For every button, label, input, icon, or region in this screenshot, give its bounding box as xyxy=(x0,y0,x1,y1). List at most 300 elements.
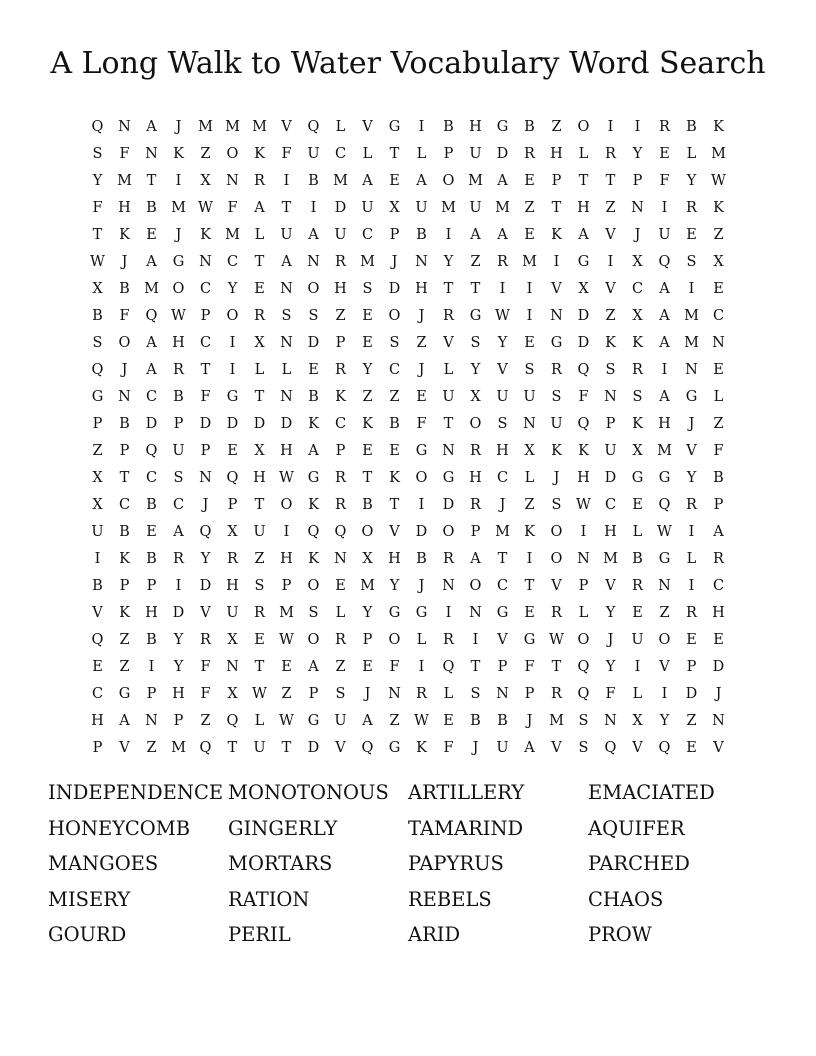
grid-letter[interactable]: Y xyxy=(92,173,103,189)
grid-letter[interactable]: V xyxy=(686,443,697,459)
grid-letter[interactable]: M xyxy=(522,254,537,270)
grid-letter[interactable]: G xyxy=(496,605,509,621)
grid-letter[interactable]: G xyxy=(307,713,320,729)
grid-letter[interactable]: G xyxy=(91,389,104,405)
grid-letter[interactable]: L xyxy=(524,470,535,486)
grid-letter[interactable]: J xyxy=(202,497,209,513)
grid-letter[interactable]: C xyxy=(91,686,104,702)
grid-letter[interactable]: N xyxy=(712,335,725,351)
grid-letter[interactable]: Q xyxy=(658,740,671,756)
grid-letter[interactable]: F xyxy=(443,740,454,756)
grid-letter[interactable]: C xyxy=(388,362,401,378)
grid-letter[interactable]: M xyxy=(603,551,618,567)
grid-letter[interactable]: W xyxy=(90,254,105,270)
grid-letter[interactable]: R xyxy=(632,362,643,378)
grid-letter[interactable]: X xyxy=(632,443,643,459)
grid-letter[interactable]: T xyxy=(551,659,562,675)
grid-letter[interactable]: V xyxy=(605,227,616,243)
grid-letter[interactable]: K xyxy=(335,389,346,405)
grid-letter[interactable]: B xyxy=(92,308,103,324)
grid-letter[interactable]: E xyxy=(632,497,643,513)
grid-letter[interactable]: S xyxy=(308,308,319,324)
grid-letter[interactable]: E xyxy=(227,443,238,459)
grid-letter[interactable]: J xyxy=(175,119,182,135)
grid-letter[interactable]: K xyxy=(308,497,319,513)
grid-letter[interactable]: A xyxy=(146,335,157,351)
grid-letter[interactable]: N xyxy=(550,308,563,324)
grid-letter[interactable]: V xyxy=(713,740,724,756)
grid-letter[interactable]: I xyxy=(499,281,506,297)
grid-letter[interactable]: F xyxy=(281,146,292,162)
grid-letter[interactable]: S xyxy=(281,308,292,324)
grid-letter[interactable]: R xyxy=(659,119,670,135)
grid-letter[interactable]: E xyxy=(362,443,373,459)
grid-letter[interactable]: Z xyxy=(416,335,427,351)
grid-letter[interactable]: L xyxy=(713,389,724,405)
grid-letter[interactable]: Q xyxy=(307,119,320,135)
grid-letter[interactable]: I xyxy=(526,281,533,297)
grid-letter[interactable]: B xyxy=(308,389,319,405)
grid-letter[interactable]: X xyxy=(92,281,103,297)
grid-letter[interactable]: S xyxy=(470,335,481,351)
grid-letter[interactable]: W xyxy=(711,173,726,189)
grid-letter[interactable]: X xyxy=(254,443,265,459)
grid-letter[interactable]: S xyxy=(362,281,373,297)
grid-letter[interactable]: C xyxy=(334,416,347,432)
grid-letter[interactable]: G xyxy=(496,119,509,135)
grid-letter[interactable]: I xyxy=(310,200,317,216)
grid-letter[interactable]: N xyxy=(145,713,158,729)
grid-letter[interactable]: K xyxy=(200,227,211,243)
grid-letter[interactable]: O xyxy=(550,524,563,540)
grid-letter[interactable]: U xyxy=(253,524,266,540)
grid-letter[interactable]: X xyxy=(227,686,238,702)
grid-letter[interactable]: J xyxy=(175,227,182,243)
grid-letter[interactable]: O xyxy=(172,281,185,297)
grid-letter[interactable]: M xyxy=(711,146,726,162)
grid-letter[interactable]: B xyxy=(146,497,157,513)
grid-letter[interactable]: V xyxy=(551,740,562,756)
grid-letter[interactable]: Z xyxy=(92,443,103,459)
grid-letter[interactable]: Y xyxy=(227,281,238,297)
grid-letter[interactable]: D xyxy=(388,281,401,297)
grid-letter[interactable]: E xyxy=(524,335,535,351)
grid-letter[interactable]: X xyxy=(470,389,481,405)
grid-letter[interactable]: N xyxy=(145,146,158,162)
grid-letter[interactable]: K xyxy=(524,524,535,540)
grid-letter[interactable]: R xyxy=(254,173,265,189)
grid-letter[interactable]: S xyxy=(92,335,103,351)
grid-letter[interactable]: R xyxy=(443,551,454,567)
grid-letter[interactable]: P xyxy=(713,497,724,513)
grid-letter[interactable]: O xyxy=(307,281,320,297)
grid-letter[interactable]: E xyxy=(713,281,724,297)
grid-letter[interactable]: B xyxy=(119,281,130,297)
grid-letter[interactable]: J xyxy=(634,227,641,243)
grid-letter[interactable]: G xyxy=(226,389,239,405)
grid-letter[interactable]: R xyxy=(254,308,265,324)
grid-letter[interactable]: Z xyxy=(551,119,562,135)
grid-letter[interactable]: T xyxy=(524,578,535,594)
grid-letter[interactable]: A xyxy=(146,119,157,135)
grid-letter[interactable]: E xyxy=(524,227,535,243)
grid-letter[interactable]: G xyxy=(631,470,644,486)
grid-letter[interactable]: R xyxy=(551,605,562,621)
grid-letter[interactable]: P xyxy=(281,578,292,594)
grid-letter[interactable]: R xyxy=(632,578,643,594)
grid-letter[interactable]: S xyxy=(632,389,643,405)
grid-letter[interactable]: K xyxy=(632,416,643,432)
grid-letter[interactable]: R xyxy=(470,497,481,513)
grid-letter[interactable]: B xyxy=(443,119,454,135)
grid-letter[interactable]: F xyxy=(119,146,130,162)
grid-letter[interactable]: I xyxy=(688,281,695,297)
grid-letter[interactable]: U xyxy=(334,227,347,243)
grid-letter[interactable]: Q xyxy=(658,254,671,270)
grid-letter[interactable]: L xyxy=(362,146,373,162)
grid-letter[interactable]: P xyxy=(308,686,319,702)
grid-letter[interactable]: I xyxy=(661,686,668,702)
grid-letter[interactable]: U xyxy=(334,713,347,729)
grid-letter[interactable]: A xyxy=(308,227,319,243)
grid-letter[interactable]: B xyxy=(146,632,157,648)
grid-letter[interactable]: N xyxy=(226,173,239,189)
grid-letter[interactable]: Z xyxy=(200,146,211,162)
grid-letter[interactable]: W xyxy=(279,470,294,486)
grid-letter[interactable]: N xyxy=(388,686,401,702)
grid-letter[interactable]: T xyxy=(254,254,265,270)
grid-letter[interactable]: S xyxy=(92,146,103,162)
grid-letter[interactable]: M xyxy=(144,281,159,297)
grid-letter[interactable]: K xyxy=(119,551,130,567)
grid-letter[interactable]: I xyxy=(688,524,695,540)
grid-letter[interactable]: P xyxy=(578,578,589,594)
grid-letter[interactable]: D xyxy=(496,146,509,162)
grid-letter[interactable]: F xyxy=(524,659,535,675)
grid-letter[interactable]: G xyxy=(685,389,698,405)
grid-letter[interactable]: W xyxy=(171,308,186,324)
grid-letter[interactable]: F xyxy=(92,200,103,216)
grid-letter[interactable]: Q xyxy=(145,308,158,324)
grid-letter[interactable]: D xyxy=(334,200,347,216)
grid-letter[interactable]: Y xyxy=(443,254,454,270)
grid-letter[interactable]: T xyxy=(254,659,265,675)
grid-letter[interactable]: I xyxy=(526,551,533,567)
grid-letter[interactable]: B xyxy=(362,497,373,513)
grid-letter[interactable]: Y xyxy=(605,605,616,621)
grid-letter[interactable]: H xyxy=(550,146,563,162)
grid-letter[interactable]: G xyxy=(388,740,401,756)
grid-letter[interactable]: J xyxy=(526,713,533,729)
grid-letter[interactable]: A xyxy=(659,281,670,297)
grid-letter[interactable]: I xyxy=(229,362,236,378)
grid-letter[interactable]: T xyxy=(470,659,481,675)
grid-letter[interactable]: F xyxy=(713,443,724,459)
grid-letter[interactable]: L xyxy=(578,146,589,162)
grid-letter[interactable]: K xyxy=(119,605,130,621)
grid-letter[interactable]: S xyxy=(605,362,616,378)
grid-letter[interactable]: I xyxy=(445,605,452,621)
grid-letter[interactable]: P xyxy=(146,578,157,594)
grid-letter[interactable]: C xyxy=(226,254,239,270)
grid-letter[interactable]: K xyxy=(605,335,616,351)
grid-letter[interactable]: Z xyxy=(524,497,535,513)
grid-letter[interactable]: E xyxy=(416,389,427,405)
grid-letter[interactable]: N xyxy=(523,416,536,432)
grid-letter[interactable]: D xyxy=(307,740,320,756)
grid-letter[interactable]: F xyxy=(389,659,400,675)
grid-letter[interactable]: A xyxy=(146,362,157,378)
grid-letter[interactable]: G xyxy=(118,686,131,702)
grid-letter[interactable]: L xyxy=(443,686,454,702)
grid-letter[interactable]: K xyxy=(389,470,400,486)
grid-letter[interactable]: B xyxy=(119,524,130,540)
grid-letter[interactable]: S xyxy=(686,254,697,270)
grid-letter[interactable]: P xyxy=(389,227,400,243)
grid-letter[interactable]: S xyxy=(470,686,481,702)
grid-letter[interactable]: J xyxy=(715,686,722,702)
grid-letter[interactable]: N xyxy=(604,713,617,729)
grid-letter[interactable]: A xyxy=(659,308,670,324)
grid-letter[interactable]: O xyxy=(226,146,239,162)
grid-letter[interactable]: I xyxy=(661,362,668,378)
grid-letter[interactable]: M xyxy=(684,335,699,351)
grid-letter[interactable]: W xyxy=(414,713,429,729)
grid-letter[interactable]: D xyxy=(199,416,212,432)
grid-letter[interactable]: O xyxy=(361,524,374,540)
grid-letter[interactable]: A xyxy=(254,200,265,216)
grid-letter[interactable]: V xyxy=(119,740,130,756)
grid-letter[interactable]: E xyxy=(362,308,373,324)
grid-letter[interactable]: P xyxy=(605,416,616,432)
grid-letter[interactable]: O xyxy=(226,308,239,324)
grid-letter[interactable]: U xyxy=(442,389,455,405)
grid-letter[interactable]: R xyxy=(227,551,238,567)
grid-letter[interactable]: I xyxy=(526,308,533,324)
grid-letter[interactable]: P xyxy=(173,713,184,729)
grid-letter[interactable]: O xyxy=(388,308,401,324)
grid-letter[interactable]: U xyxy=(415,200,428,216)
grid-letter[interactable]: R xyxy=(173,551,184,567)
grid-letter[interactable]: Z xyxy=(254,551,265,567)
grid-letter[interactable]: K xyxy=(254,146,265,162)
grid-letter[interactable]: R xyxy=(416,686,427,702)
grid-letter[interactable]: N xyxy=(199,470,212,486)
grid-letter[interactable]: X xyxy=(389,200,400,216)
grid-letter[interactable]: G xyxy=(550,335,563,351)
grid-letter[interactable]: T xyxy=(443,281,454,297)
grid-letter[interactable]: I xyxy=(175,173,182,189)
grid-letter[interactable]: D xyxy=(226,416,239,432)
grid-letter[interactable]: A xyxy=(416,173,427,189)
grid-letter[interactable]: H xyxy=(577,470,590,486)
grid-letter[interactable]: H xyxy=(334,281,347,297)
grid-letter[interactable]: G xyxy=(388,119,401,135)
grid-letter[interactable]: V xyxy=(551,578,562,594)
grid-letter[interactable]: L xyxy=(578,605,589,621)
grid-letter[interactable]: E xyxy=(389,173,400,189)
grid-letter[interactable]: F xyxy=(578,389,589,405)
grid-letter[interactable]: L xyxy=(632,686,643,702)
grid-letter[interactable]: P xyxy=(551,173,562,189)
grid-letter[interactable]: A xyxy=(308,659,319,675)
grid-letter[interactable]: V xyxy=(605,281,616,297)
grid-letter[interactable]: S xyxy=(524,362,535,378)
grid-letter[interactable]: O xyxy=(388,632,401,648)
grid-letter[interactable]: U xyxy=(496,740,509,756)
grid-letter[interactable]: M xyxy=(252,119,267,135)
grid-letter[interactable]: V xyxy=(605,578,616,594)
grid-letter[interactable]: T xyxy=(605,173,616,189)
grid-letter[interactable]: V xyxy=(659,659,670,675)
grid-letter[interactable]: N xyxy=(280,389,293,405)
grid-letter[interactable]: E xyxy=(92,659,103,675)
grid-letter[interactable]: C xyxy=(334,146,347,162)
grid-letter[interactable]: U xyxy=(253,740,266,756)
grid-letter[interactable]: G xyxy=(658,470,671,486)
grid-letter[interactable]: V xyxy=(389,524,400,540)
grid-letter[interactable]: C xyxy=(145,389,158,405)
grid-letter[interactable]: M xyxy=(360,254,375,270)
grid-letter[interactable]: R xyxy=(443,308,454,324)
grid-letter[interactable]: C xyxy=(361,227,374,243)
grid-letter[interactable]: N xyxy=(712,713,725,729)
grid-letter[interactable]: L xyxy=(632,524,643,540)
grid-letter[interactable]: S xyxy=(308,605,319,621)
grid-letter[interactable]: O xyxy=(658,632,671,648)
grid-letter[interactable]: I xyxy=(283,173,290,189)
grid-letter[interactable]: B xyxy=(119,416,130,432)
grid-letter[interactable]: F xyxy=(200,686,211,702)
grid-letter[interactable]: T xyxy=(281,200,292,216)
grid-letter[interactable]: F xyxy=(200,389,211,405)
grid-letter[interactable]: I xyxy=(607,119,614,135)
grid-letter[interactable]: H xyxy=(91,713,104,729)
grid-letter[interactable]: C xyxy=(118,497,131,513)
grid-letter[interactable]: R xyxy=(173,362,184,378)
grid-letter[interactable]: T xyxy=(92,227,103,243)
grid-letter[interactable]: S xyxy=(578,713,589,729)
grid-letter[interactable]: I xyxy=(607,254,614,270)
grid-letter[interactable]: Z xyxy=(605,200,616,216)
grid-letter[interactable]: N xyxy=(685,362,698,378)
grid-letter[interactable]: M xyxy=(117,173,132,189)
grid-letter[interactable]: F xyxy=(119,308,130,324)
grid-letter[interactable]: K xyxy=(551,227,562,243)
grid-letter[interactable]: Y xyxy=(686,470,697,486)
grid-letter[interactable]: Z xyxy=(119,659,130,675)
grid-letter[interactable]: R xyxy=(335,497,346,513)
grid-letter[interactable]: L xyxy=(416,146,427,162)
grid-letter[interactable]: D xyxy=(172,605,185,621)
grid-letter[interactable]: T xyxy=(227,740,238,756)
grid-letter[interactable]: T xyxy=(578,173,589,189)
grid-letter[interactable]: K xyxy=(119,227,130,243)
grid-letter[interactable]: C xyxy=(496,578,509,594)
grid-letter[interactable]: N xyxy=(118,119,131,135)
grid-letter[interactable]: K xyxy=(713,200,724,216)
grid-letter[interactable]: W xyxy=(576,497,591,513)
grid-letter[interactable]: U xyxy=(280,227,293,243)
grid-letter[interactable]: R xyxy=(686,200,697,216)
grid-letter[interactable]: Q xyxy=(226,713,239,729)
grid-letter[interactable]: V xyxy=(497,362,508,378)
grid-letter[interactable]: J xyxy=(418,308,425,324)
grid-letter[interactable]: N xyxy=(118,389,131,405)
grid-letter[interactable]: W xyxy=(279,632,294,648)
grid-letter[interactable]: P xyxy=(335,335,346,351)
grid-letter[interactable]: L xyxy=(335,119,346,135)
grid-letter[interactable]: Y xyxy=(362,362,373,378)
grid-letter[interactable]: E xyxy=(146,524,157,540)
grid-letter[interactable]: A xyxy=(659,389,670,405)
grid-letter[interactable]: J xyxy=(121,254,128,270)
grid-letter[interactable]: H xyxy=(577,200,590,216)
grid-letter[interactable]: V xyxy=(200,605,211,621)
grid-letter[interactable]: B xyxy=(497,713,508,729)
grid-letter[interactable]: E xyxy=(362,335,373,351)
grid-letter[interactable]: Y xyxy=(173,659,184,675)
grid-letter[interactable]: N xyxy=(280,335,293,351)
grid-letter[interactable]: E xyxy=(686,740,697,756)
grid-letter[interactable]: W xyxy=(279,713,294,729)
grid-letter[interactable]: E xyxy=(281,659,292,675)
grid-letter[interactable]: X xyxy=(92,470,103,486)
grid-letter[interactable]: B xyxy=(713,470,724,486)
grid-letter[interactable]: N xyxy=(307,254,320,270)
grid-letter[interactable]: O xyxy=(577,119,590,135)
grid-letter[interactable]: N xyxy=(334,551,347,567)
grid-letter[interactable]: V xyxy=(92,605,103,621)
grid-letter[interactable]: J xyxy=(499,497,506,513)
grid-letter[interactable]: U xyxy=(361,200,374,216)
grid-letter[interactable]: D xyxy=(577,335,590,351)
grid-letter[interactable]: G xyxy=(658,551,671,567)
grid-letter[interactable]: E xyxy=(713,362,724,378)
grid-letter[interactable]: G xyxy=(469,308,482,324)
grid-letter[interactable]: E xyxy=(713,632,724,648)
grid-letter[interactable]: Z xyxy=(605,308,616,324)
grid-letter[interactable]: T xyxy=(551,200,562,216)
grid-letter[interactable]: C xyxy=(604,497,617,513)
grid-letter[interactable]: R xyxy=(200,632,211,648)
grid-letter[interactable]: K xyxy=(551,443,562,459)
grid-letter[interactable]: J xyxy=(472,740,479,756)
grid-letter[interactable]: I xyxy=(634,119,641,135)
grid-letter[interactable]: L xyxy=(443,362,454,378)
grid-letter[interactable]: D xyxy=(280,416,293,432)
grid-letter[interactable]: G xyxy=(388,605,401,621)
grid-letter[interactable]: R xyxy=(605,146,616,162)
grid-letter[interactable]: X xyxy=(362,551,373,567)
grid-letter[interactable]: X xyxy=(200,173,211,189)
grid-letter[interactable]: B xyxy=(524,119,535,135)
grid-letter[interactable]: D xyxy=(604,470,617,486)
grid-letter[interactable]: H xyxy=(469,470,482,486)
grid-letter[interactable]: B xyxy=(416,227,427,243)
grid-letter[interactable]: A xyxy=(497,227,508,243)
grid-letter[interactable]: U xyxy=(658,227,671,243)
grid-letter[interactable]: I xyxy=(94,551,101,567)
grid-letter[interactable]: S xyxy=(551,497,562,513)
grid-letter[interactable]: O xyxy=(469,578,482,594)
grid-letter[interactable]: A xyxy=(470,551,481,567)
grid-letter[interactable]: T xyxy=(362,470,373,486)
grid-letter[interactable]: H xyxy=(280,551,293,567)
grid-letter[interactable]: H xyxy=(415,281,428,297)
grid-letter[interactable]: N xyxy=(604,389,617,405)
grid-letter[interactable]: O xyxy=(280,497,293,513)
